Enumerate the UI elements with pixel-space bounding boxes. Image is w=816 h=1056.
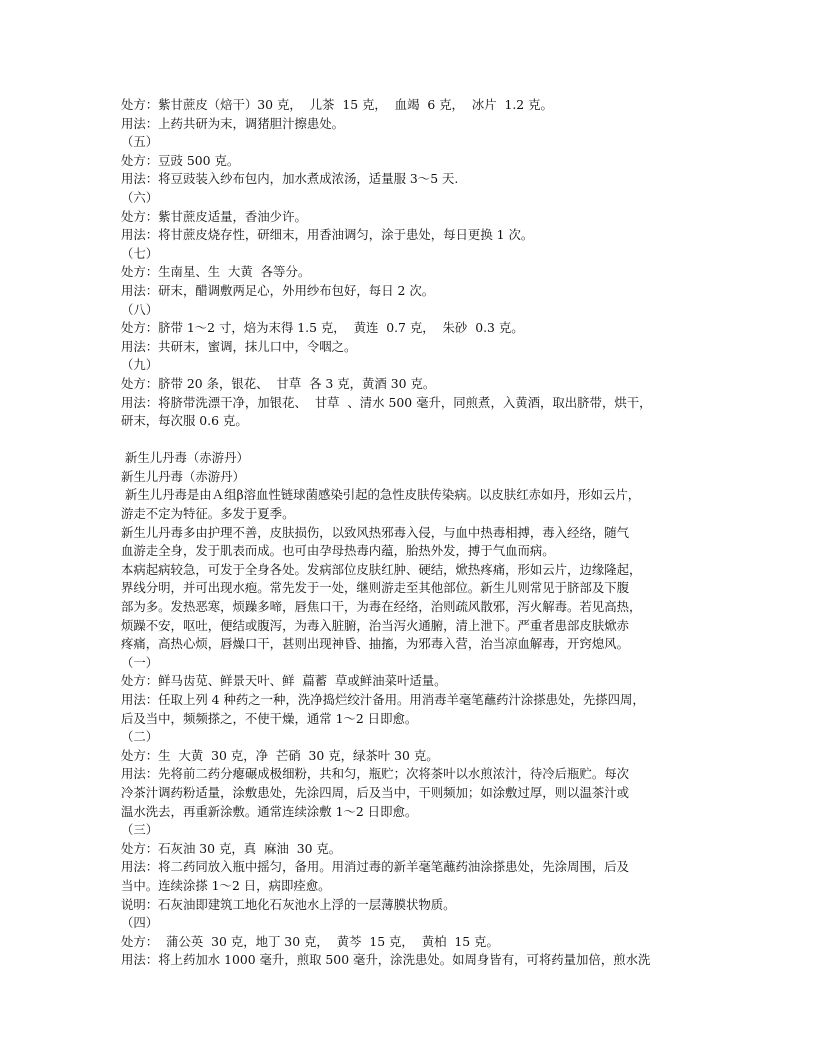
text-line: 新生儿丹毒（赤游丹）: [121, 450, 249, 466]
text-line: 处方：紫甘蔗皮（焙干）30 克， 儿茶 15 克， 血竭 6 克， 冰片 1.2 克。: [121, 97, 553, 112]
text-line: 新生儿丹毒（赤游丹）: [121, 468, 245, 484]
text-line: 本病起病较急，可发于全身各处。发病部位皮肤红肿、硬结，焮热疼痛，形如云片，边缘隆起，: [121, 561, 642, 577]
text-line: （九）: [121, 357, 159, 373]
text-line: 界线分明，并可出现水疱。常先发于一处，继则游走至其他部位。新生儿则常见于脐部及下腹: [121, 580, 630, 596]
text-line: （四）: [121, 915, 159, 931]
text-line: 游走不定为特征。多发于夏季。: [121, 506, 295, 522]
text-line: 处方：脐带 20 条，银花、 甘草 各 3 克，黄酒 30 克。: [121, 375, 436, 391]
text-line: 用法：任取上列 4 种药之一种，洗净捣烂绞汁备用。用消毒羊毫笔蘸药汁涂搽患处，先搽四周，: [121, 692, 645, 707]
text-line: 用法：先将前二药分瘪碾成极细粉，共和匀，瓶贮；次将茶叶以水煎浓汁，待冷后瓶贮。每次: [121, 766, 630, 782]
text-line: 疼痛，高热心烦，唇燥口干，甚则出现神昏、抽搐，为邪毒入营，治当凉血解毒，开窍熄风。: [121, 636, 630, 652]
text-line: 后及当中，频频搽之，不使干燥，通常 1～2 日即愈。: [121, 710, 418, 726]
text-line: 处方：石灰油 30 克，真 麻油 30 克。: [121, 840, 342, 856]
text-line: 用法：将脐带洗漂干净，加银花、 甘草 、清水 500 毫升，同煎煮，入黄酒，取出脐带，烘干，: [121, 394, 652, 410]
text-line: 用法：共研末，蜜调，抹儿口中，令咽之。: [121, 338, 357, 354]
text-line: 用法：将甘蔗皮烧存性，研细末，用香油调匀，涂于患处，每日更换 1 次。: [121, 227, 534, 243]
text-line: 温水洗去，再重新涂敷。通常连续涂敷 1～2 日即愈。: [121, 803, 418, 819]
text-line: 用法：将上药加水 1000 毫升，煎取 500 毫升，涂洗患处。如周身皆有，可将药量加倍，煎水洗: [121, 952, 651, 968]
text-line: 研末，每次服 0.6 克。: [121, 413, 248, 429]
text-line: （七）: [121, 245, 159, 261]
text-line: 冷茶汁调药粉适量，涂敷患处，先涂四周，后及当中，干则频加；如涂敷过厚，则以温茶汁或: [121, 784, 630, 800]
text-line: 用法：将二药同放入瓶中摇匀，备用。用消过毒的新羊毫笔蘸药油涂搽患处，先涂周围，后及: [121, 859, 630, 875]
text-line: 处方：生南星、生 大黄 各等分。: [121, 264, 311, 280]
text-line: 用法：上药共研为末，调猪胆汁擦患处。: [121, 115, 345, 131]
text-line: 处方：豆豉 500 克。: [121, 152, 240, 168]
text-line: 新生儿丹毒多由护理不善，皮肤损伤，以致风热邪毒入侵，与血中热毒相搏，毒入经络，随气: [121, 524, 630, 540]
text-line: [121, 431, 697, 450]
text-line: 新生儿丹毒是由Ａ组β溶血性链球菌感染引起的急性皮肤传染病。以皮肤红赤如丹，形如云片，: [121, 487, 641, 503]
text-line: （六）: [121, 189, 159, 205]
text-line: 说明：石灰油即建筑工地化石灰池水上浮的一层薄膜状物质。: [121, 896, 456, 912]
text-line: 用法：将豆豉装入纱布包内，加水煮成浓汤，适量服 3～5 天.: [121, 171, 459, 187]
document-body: [121, 96, 697, 970]
text-line: 处方：脐带 1～2 寸，焙为末得 1.5 克， 黄连 0.7 克， 朱砂 0.3 克。: [121, 320, 524, 336]
text-line: 处方：鲜马齿苋、鲜景天叶、鲜 萹蓄 草或鲜油菜叶适量。: [121, 673, 447, 689]
text-line: 处方：生 大黄 30 克，净 芒硝 30 克，绿茶叶 30 克。: [121, 747, 439, 763]
text-line: （三）: [121, 822, 159, 838]
text-line: （二）: [121, 729, 159, 745]
text-line: 当中。连续涂搽 1～2 日，病即痊愈。: [121, 877, 331, 893]
text-line: （一）: [121, 654, 159, 670]
text-line: （五）: [121, 134, 159, 150]
text-line: （八）: [121, 301, 159, 317]
text-line: 用法：研末，醋调敷两足心，外用纱布包好，每日 2 次。: [121, 282, 435, 298]
text-line: 烦躁不安，呕吐，便结或腹泻，为毒入脏腑，治当泻火通腑，清上泄下。严重者患部皮肤焮赤: [121, 617, 630, 633]
text-line: 处方： 蒲公英 30 克，地丁 30 克， 黄芩 15 克， 黄柏 15 克。: [121, 933, 499, 949]
text-line: 部为多。发热恶寒，烦躁多啼，唇焦口干，为毒在经络，治则疏风散邪，泻火解毒。若见高热，: [121, 599, 642, 615]
text-line: 处方：紫甘蔗皮适量，香油少许。: [121, 208, 307, 224]
text-line: 血游走全身，发于肌表而成。也可由孕母热毒内蕴，胎热外发，搏于气血而病。: [121, 543, 555, 559]
